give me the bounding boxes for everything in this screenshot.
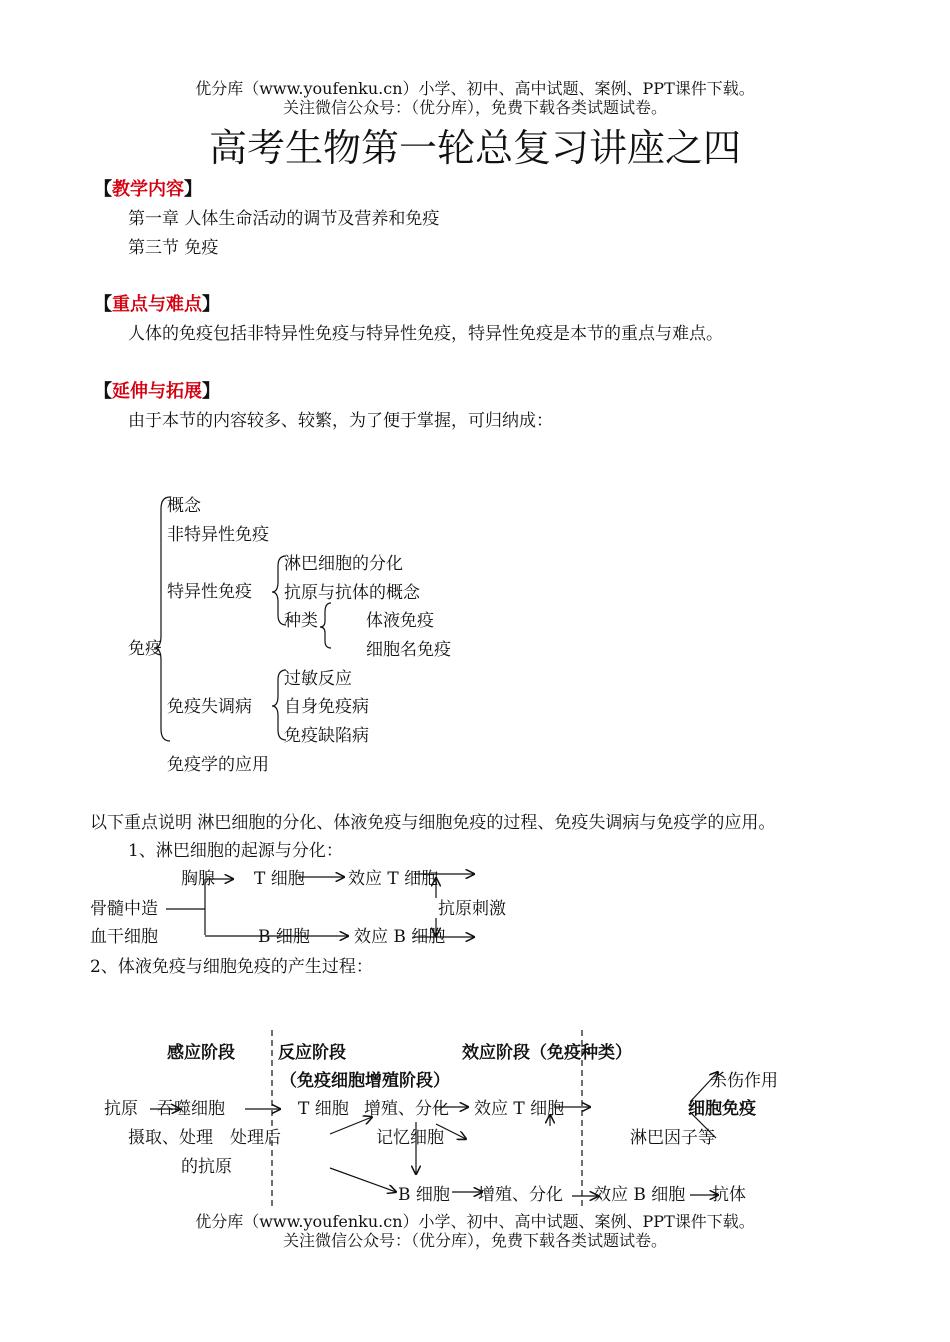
- d1-t-cell: T 细胞: [254, 869, 305, 889]
- d2-t-cell: T 细胞: [298, 1099, 349, 1119]
- outline-nonspecific: 非特异性免疫: [167, 525, 269, 545]
- outline-disorder-item: 自身免疫病: [284, 697, 369, 717]
- diagram2-heading: 2、体液免疫与细胞免疫的产生过程：: [90, 957, 373, 977]
- d1-b-cell: B 细胞: [258, 927, 310, 947]
- d1-antigen-stim: 抗原刺激: [438, 899, 506, 919]
- section-label: 重点与难点: [112, 294, 202, 315]
- d2-cell-immunity: 细胞免疫: [688, 1099, 756, 1119]
- d1-origin: 骨髓中造: [90, 899, 158, 919]
- bracket-open: 【: [94, 381, 112, 402]
- d2-b-cell: B 细胞: [398, 1185, 450, 1205]
- extension-text: 由于本节的内容较多、较繁，为了便于掌握，可归纳成：: [128, 411, 553, 431]
- header-line-1: 优分库（www.youfenku.cn）小学、初中、高中试题、案例、PPT课件下载。: [195, 79, 755, 98]
- d2-capture: 摄取、处理: [128, 1128, 213, 1148]
- d2-proliferate-t: 增殖、分化: [364, 1099, 449, 1119]
- outline-kind: 细胞名免疫: [366, 640, 451, 660]
- d2-arrow-to-b: [330, 1168, 396, 1192]
- section-label: 延伸与拓展: [112, 381, 202, 402]
- d2-memory: 记忆细胞: [376, 1128, 444, 1148]
- lesson-text: 第三节 免疫: [128, 238, 219, 258]
- d2-effector-b: 效应 B 细胞: [594, 1185, 686, 1205]
- bracket-close: 】: [184, 179, 202, 200]
- chapter-text: 第一章 人体生命活动的调节及营养和免疫: [128, 209, 440, 229]
- header-line-2: 关注微信公众号：（优分库），免费下载各类试题试卷。: [282, 98, 667, 117]
- d2-stage2: 反应阶段: [278, 1043, 346, 1063]
- d2-kill: 杀伤作用: [710, 1071, 778, 1091]
- keypoints-text: 人体的免疫包括非特异性免疫与特异性免疫，特异性免疫是本节的重点与难点。: [128, 324, 723, 344]
- d2-phagocyte: 吞噬细胞: [157, 1099, 225, 1119]
- intro-text: 以下重点说明 淋巴细胞的分化、体液免疫与细胞免疫的过程、免疫失调病与免疫学的应用。: [90, 813, 776, 833]
- outline-kind: 体液免疫: [366, 611, 434, 631]
- d1-thymus: 胸腺: [181, 869, 215, 889]
- outline-disorder-item: 过敏反应: [284, 669, 352, 689]
- d2-processed-antigen: 的抗原: [181, 1157, 232, 1177]
- outline-disorder: 免疫失调病: [167, 697, 252, 717]
- footer-line-2: 关注微信公众号：（优分库），免费下载各类试题试卷。: [282, 1231, 667, 1250]
- outline-specific-item: 淋巴细胞的分化: [284, 554, 403, 574]
- section-label: 教学内容: [112, 179, 184, 200]
- d2-processed: 处理后: [230, 1128, 281, 1148]
- bracket-close: 】: [202, 381, 220, 402]
- d2-lymphokine: 淋巴因子等: [630, 1128, 715, 1148]
- diagram1-heading: 1、淋巴细胞的起源与分化：: [128, 841, 343, 861]
- brace-kinds: [320, 603, 331, 648]
- outline-specific-item: 种类: [284, 611, 318, 631]
- d2-stage2-sub: （免疫细胞增殖阶段）: [280, 1071, 450, 1091]
- bracket-open: 【: [94, 294, 112, 315]
- outline-application: 免疫学的应用: [167, 755, 269, 775]
- d2-stage3: 效应阶段（免疫种类）: [462, 1043, 632, 1063]
- footer-line-1: 优分库（www.youfenku.cn）小学、初中、高中试题、案例、PPT课件下载。: [195, 1212, 755, 1231]
- d2-antigen: 抗原: [104, 1099, 138, 1119]
- bracket-close: 】: [202, 294, 220, 315]
- d2-antibody: 抗体: [712, 1185, 746, 1205]
- d2-effector-t: 效应 T 细胞: [474, 1099, 565, 1119]
- outline-specific-item: 抗原与抗体的概念: [284, 583, 420, 603]
- outline-disorder-item: 免疫缺陷病: [284, 726, 369, 746]
- page-title: 高考生物第一轮总复习讲座之四: [208, 126, 741, 170]
- d1-origin: 血干细胞: [90, 927, 158, 947]
- outline-concept: 概念: [167, 496, 201, 516]
- d2-stage1: 感应阶段: [167, 1043, 235, 1063]
- bracket-open: 【: [94, 179, 112, 200]
- outline-root: 免疫: [128, 639, 162, 659]
- outline-specific: 特异性免疫: [167, 582, 252, 602]
- d2-proliferate-b: 增殖、分化: [478, 1185, 563, 1205]
- d1-effector-t: 效应 T 细胞: [348, 869, 439, 889]
- d1-effector-b: 效应 B 细胞: [354, 927, 446, 947]
